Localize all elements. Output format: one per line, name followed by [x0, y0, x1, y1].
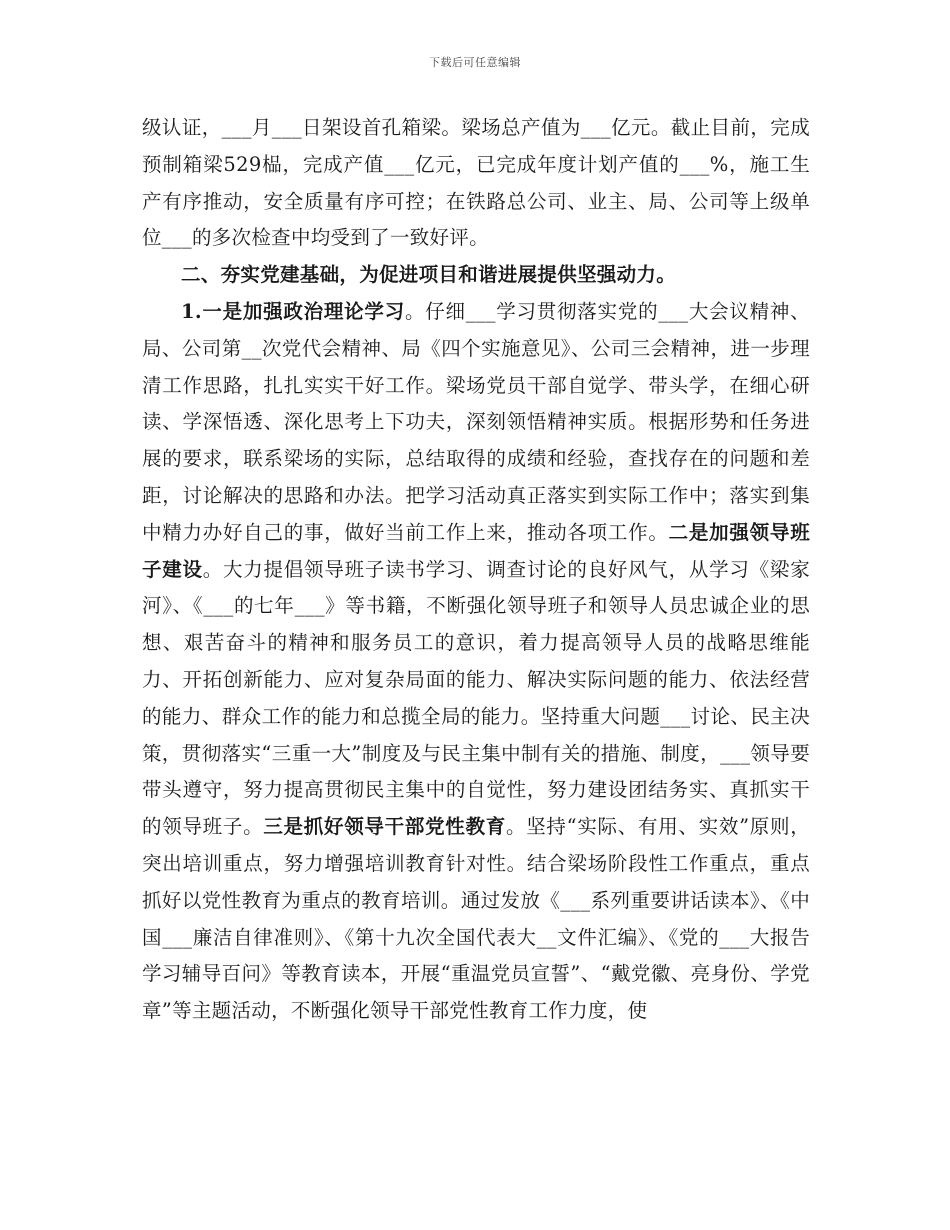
paragraph-party-building — [142, 294, 810, 1030]
text-party-education: 。坚持“实际、有用、实效”原则，突出培训重点，努力增强培训教育针对性。结合梁场阶段性工作重点，重点抓好以党性教育为重点的教育培训。通过发放《___系列重要讲话读本》、《中国___廉洁自律准则》、《第十九次全国代表大__文件汇编》、《党的___大报告学习辅导百问》等教育读本，开展“重温党员宣誓”、“戴党徽、亮身份、学党章”等主题活动，不断强化领导干部党性教育工作力度，使 — [142, 815, 810, 1023]
section-heading: 二、夯实党建基础，为促进项目和谐进展提供坚强动力。 — [181, 263, 677, 287]
text-leadership-building: 。大力提倡领导班子读书学习、调查讨论的良好风气，从学习《梁家河》、《___的七年___》等书籍，不断强化领导班子和领导人员忠诚企业的思想、艰苦奋斗的精神和服务员工的意识，着力提高领导人员的战略思维能力、开拓创新能力、应对复杂局面的能力、解决实际问题的能力、依法经营的能力、群众工作的能力和总揽全局的能力。坚持重大问题___讨论、民主决策，贯彻落实“三重一大”制度及与民主集中制有关的措施、制度，___领导要带头遵守，努力提高贯彻民主集中的自觉性，努力建设团结务实、真抓实干的领导班子。 — [142, 557, 810, 839]
lead-leadership-building: 二是加强领导班子建设 — [142, 520, 810, 581]
page-header: 下载后可任意编辑 — [429, 56, 521, 69]
text-political-study: 。仔细___学习贯彻落实党的___大会议精神、局、公司第__次党代会精神、局《四个实施意见》、公司三会精神，进一步理清工作思路，扎扎实实干好工作。梁场党员干部自觉学、带头学，在细心研读、学深悟透、深化思考上下功夫，深刻领悟精神实质。根据形势和任务进展的要求，联系梁场的实际，总结取得的成绩和经验，查找存在的问题和差距，讨论解决的思路和办法。把学习活动真正落实到实际工作中；落实到集中精力办好自己的事，做好当前工作上来，推动各项工作。 — [142, 299, 810, 544]
document-body — [142, 110, 810, 1030]
lead-party-education: 三是抓好领导干部党性教育 — [263, 815, 506, 839]
paragraph-continuation: 级认证，___月___日架设首孔箱梁。梁场总产值为___亿元。截止目前，完成预制箱梁529榀，完成产值___亿元，已完成年度计划产值的___%，施工生产有序推动，安全质量有序可控；在铁路总公司、业主、局、公司等上级单位___的多次检查中均受到了一致好评。 — [142, 116, 810, 250]
lead-political-study: 1.一是加强政治理论学习 — [181, 299, 405, 323]
